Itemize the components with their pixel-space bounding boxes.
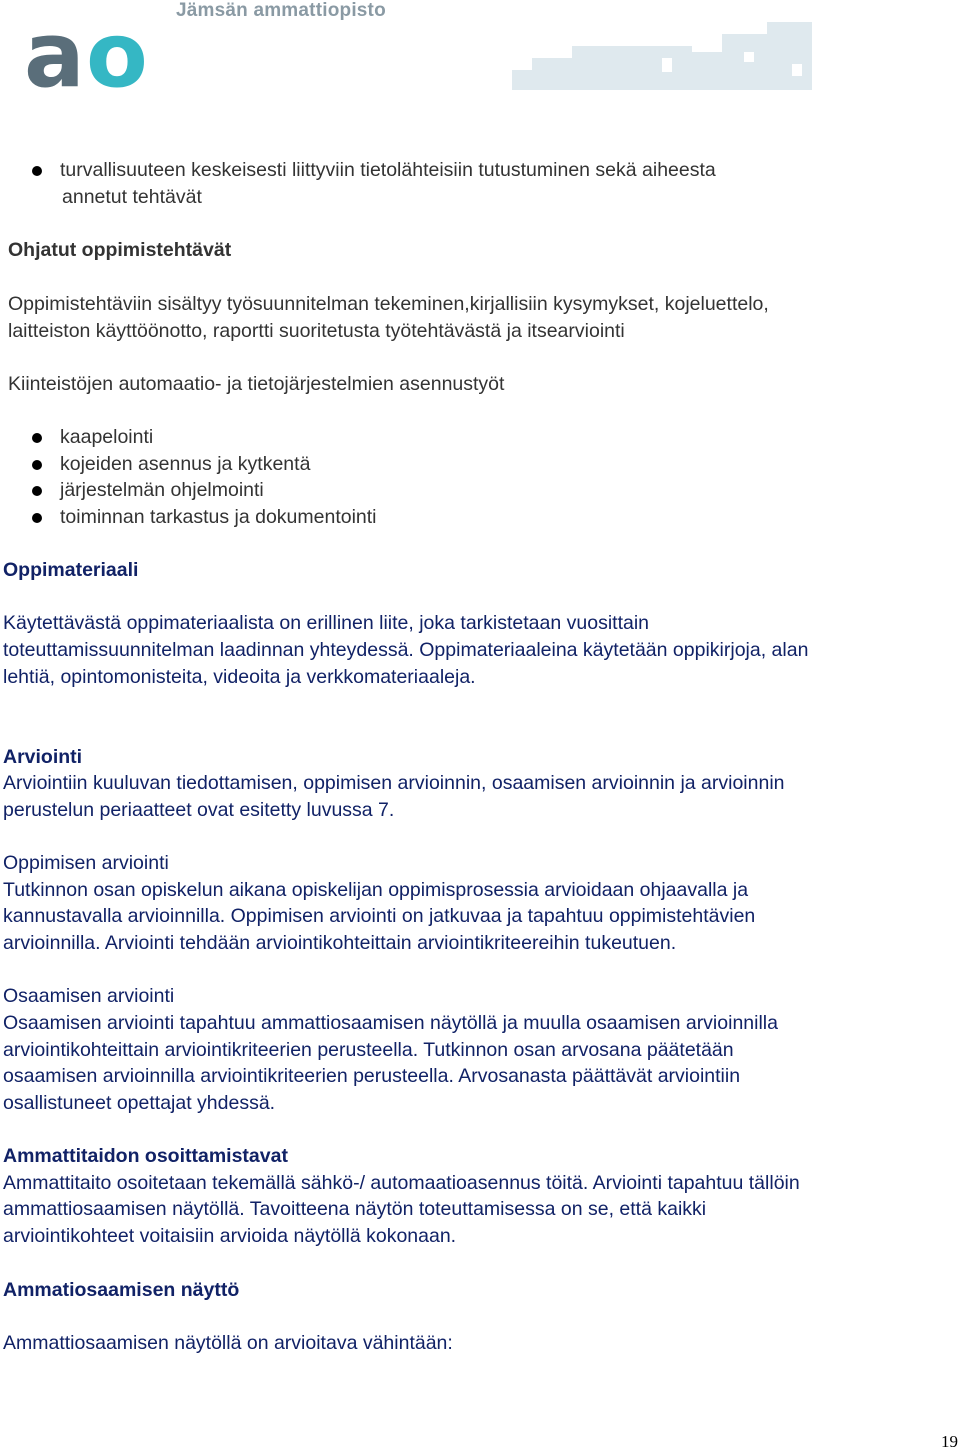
osaamisen-arviointi-line-4: osallistuneet opettajat yhdessä. xyxy=(3,1092,276,1114)
list-item: turvallisuuteen keskeisesti liittyviin tietolähteisiin tutustuminen sekä aiheesta xyxy=(30,157,716,184)
section-heading-ohjatut: Ohjatut oppimistehtävät xyxy=(8,239,232,261)
bullet-icon xyxy=(32,433,42,443)
decorative-steps-graphic xyxy=(512,22,817,92)
asennustyot-list xyxy=(30,424,377,530)
ohjatut-line-2: laitteiston käyttöönotto, raportti suoritetusta työtehtävästä ja itsearviointi xyxy=(8,320,625,342)
arviointi-line-2: perustelun periaatteet ovat esitetty luvussa 7. xyxy=(3,799,395,821)
oppimateriaali-line-1: Käytettävästä oppimateriaalista on erillinen liite, joka tarkistetaan vuosittain xyxy=(3,612,650,634)
section-heading-arviointi: Arviointi xyxy=(3,746,83,768)
bullet-icon xyxy=(32,513,42,523)
oppimisen-arviointi-line-2: kannustavalla arvioinnilla. Oppimisen arviointi on jatkuvaa ja tapahtuu oppimistehtävien xyxy=(3,905,756,927)
section-heading-oppimateriaali: Oppimateriaali xyxy=(3,559,139,581)
ammattitaito-line-1: Ammattitaito osoitetaan tekemällä sähkö-/ automaatioasennus töitä. Arviointi tapahtuu tällöin xyxy=(3,1172,800,1194)
bullet-icon xyxy=(32,486,42,496)
naytto-line-1: Ammattiosaamisen näytöllä on arvioitava vähintään: xyxy=(3,1332,453,1354)
page-header xyxy=(0,0,960,100)
logo-letter-a: a xyxy=(24,18,85,93)
arviointi-line-1: Arviointiin kuuluvan tiedottamisen, oppimisen arvioinnin, osaamisen arvioinnin ja arvioinnin xyxy=(3,772,785,794)
bullet-icon xyxy=(32,460,42,470)
ohjatut-line-1: Oppimistehtäviin sisältyy työsuunnitelman tekeminen,kirjallisiin kysymykset, kojeluettelo, xyxy=(8,293,769,315)
intro-bullet-list xyxy=(30,157,716,184)
list-item: toiminnan tarkastus ja dokumentointi xyxy=(30,504,377,531)
oppimisen-arviointi-line-3: arvioinnilla. Arviointi tehdään arviointikohteittain arviointikriteereihin tukeutuen. xyxy=(3,932,677,954)
ammattitaito-line-2: ammattiosaamisen näytöllä. Tavoitteena näytön toteuttamisessa on se, että kaikki xyxy=(3,1198,707,1220)
subheading-osaamisen-arviointi: Osaamisen arviointi xyxy=(3,985,175,1007)
bullet-icon xyxy=(32,166,42,176)
list-item: kaapelointi xyxy=(30,424,377,451)
osaamisen-arviointi-line-2: arviointikohteittain arviointikriteerien perusteella. Tutkinnon osan arvosana päätetään xyxy=(3,1039,734,1061)
osaamisen-arviointi-line-1: Osaamisen arviointi tapahtuu ammattiosaamisen näytöllä ja muulla osaamisen arvioinnilla xyxy=(3,1012,778,1034)
intro-bullet-continuation: annetut tehtävät xyxy=(62,186,202,208)
section-heading-naytto: Ammatiosaamisen näyttö xyxy=(3,1279,240,1301)
ammattitaito-line-3: arviointikohteet voitaisiin arvioida näytöllä kokonaan. xyxy=(3,1225,457,1247)
ohjatut-subheading: Kiinteistöjen automaatio- ja tietojärjestelmien asennustyöt xyxy=(8,373,505,395)
osaamisen-arviointi-line-3: osaamisen arvioinnilla arviointikriteerien perusteella. Arvosanasta päättävät arviointiin xyxy=(3,1065,741,1087)
list-item: kojeiden asennus ja kytkentä xyxy=(30,451,377,478)
page-number: 19 xyxy=(941,1432,958,1451)
school-logo xyxy=(24,18,154,93)
oppimateriaali-line-2: toteuttamissuunnitelman laadinnan yhteydessä. Oppimateriaaleina käytetään oppikirjoja, alan xyxy=(3,639,809,661)
oppimateriaali-line-3: lehtiä, opintomonisteita, videoita ja verkkomateriaaleja. xyxy=(3,666,476,688)
section-heading-ammattitaito: Ammattitaidon osoittamistavat xyxy=(3,1145,288,1167)
subheading-oppimisen-arviointi: Oppimisen arviointi xyxy=(3,852,169,874)
logo-letter-o: o xyxy=(86,18,148,93)
school-name: Jämsän ammattiopisto xyxy=(176,0,386,21)
list-item: järjestelmän ohjelmointi xyxy=(30,477,377,504)
oppimisen-arviointi-line-1: Tutkinnon osan opiskelun aikana opiskelijan oppimisprosessia arvioidaan ohjaavalla ja xyxy=(3,879,749,901)
